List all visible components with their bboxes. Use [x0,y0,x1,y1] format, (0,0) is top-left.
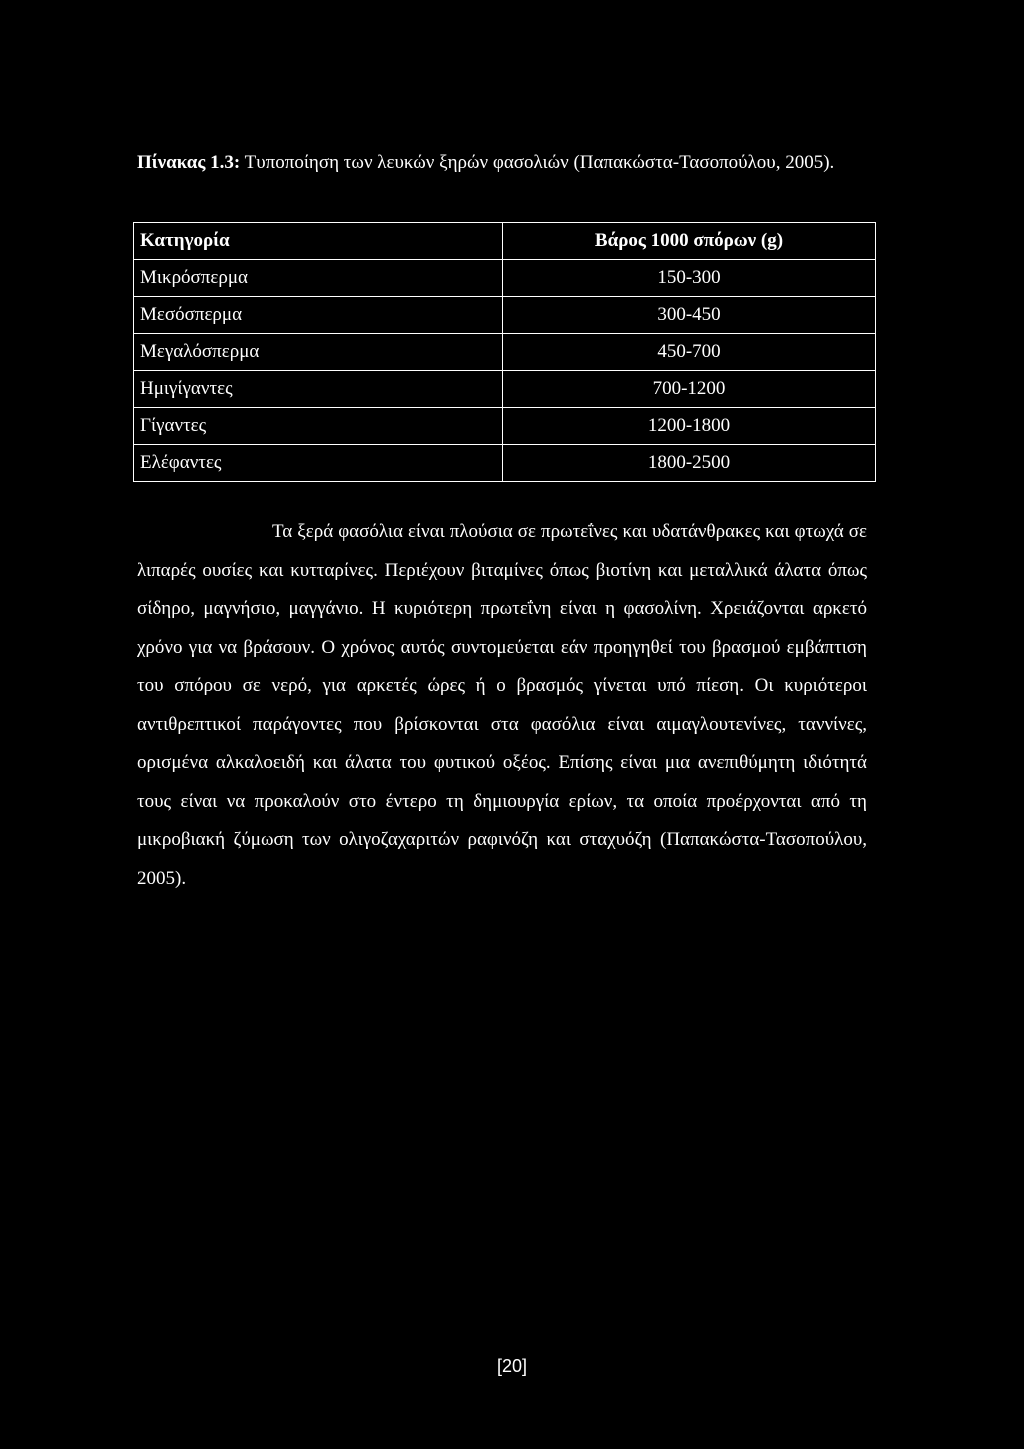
table-row [134,297,876,334]
category-cell: Ελέφαντες [134,445,503,482]
caption-label: Πίνακας 1.3: [137,152,241,173]
header-category: Κατηγορία [134,223,503,260]
weight-cell: 700-1200 [503,371,876,408]
weight-cell: 300-450 [503,297,876,334]
category-cell: Ημιγίγαντες [134,371,503,408]
caption-text: Τυποποίηση των λευκών ξηρών φασολιών (Παπακώστα-Τασοπούλου, 2005). [240,152,835,173]
table-row [134,371,876,408]
weight-cell: 450-700 [503,334,876,371]
weight-cell: 1800-2500 [503,445,876,482]
weight-cell: 150-300 [503,260,876,297]
table-row [134,408,876,445]
weight-cell: 1200-1800 [503,408,876,445]
category-cell: Μεσόσπερμα [134,297,503,334]
table-caption [137,144,877,182]
table-row [134,445,876,482]
page-number: [20] [496,1356,528,1376]
header-weight: Βάρος 1000 σπόρων (g) [503,223,876,260]
body-paragraph [137,513,867,898]
table-header-row [134,223,876,260]
category-cell: Γίγαντες [134,408,503,445]
table-row [134,260,876,297]
paragraph-text: Τα ξερά φασόλια είναι πλούσια σε πρωτεΐνες και υδατάνθρακες και φτωχά σε λιπαρές ουσίες και κυτταρίνες. Περιέχουν βιταμίνες όπως βιοτίνη και μεταλλικά άλατα όπως σίδηρο, μαγνήσιο, μαγγάνιο. Η κυριότερη πρωτεΐνη είναι η φασολίνη. Χρειάζονται αρκετό χρόνο για να βράσουν. Ο χρόνος αυτός συντομεύεται εάν προηγηθεί του βρασμού εμβάπτιση του σπόρου σε νερό, για αρκετές ώρες ή ο βρασμός γίνεται υπό πίεση. Οι κυριότεροι αντιθρεπτικοί παράγοντες που βρίσκονται στα φασόλια είναι αιμαγλουτενίνες, ταννίνες, ορισμένα αλκαλοειδή και άλατα του φυτικού οξέος. Επίσης είναι μια ανεπιθύμητη ιδιότητά τους είναι να προκαλούν στο έντερο τη δημιουργία ερίων, τα οποία προέρχονται από τη μικροβιακή ζύμωση των ολιγοζαχαριτών ραφινόζη και σταχυόζη (Παπακώστα-Τασοπούλου, 2005). [137,521,867,889]
category-cell: Μεγαλόσπερμα [134,334,503,371]
category-cell: Μικρόσπερμα [134,260,503,297]
table-row [134,334,876,371]
seed-weight-table [133,222,876,482]
